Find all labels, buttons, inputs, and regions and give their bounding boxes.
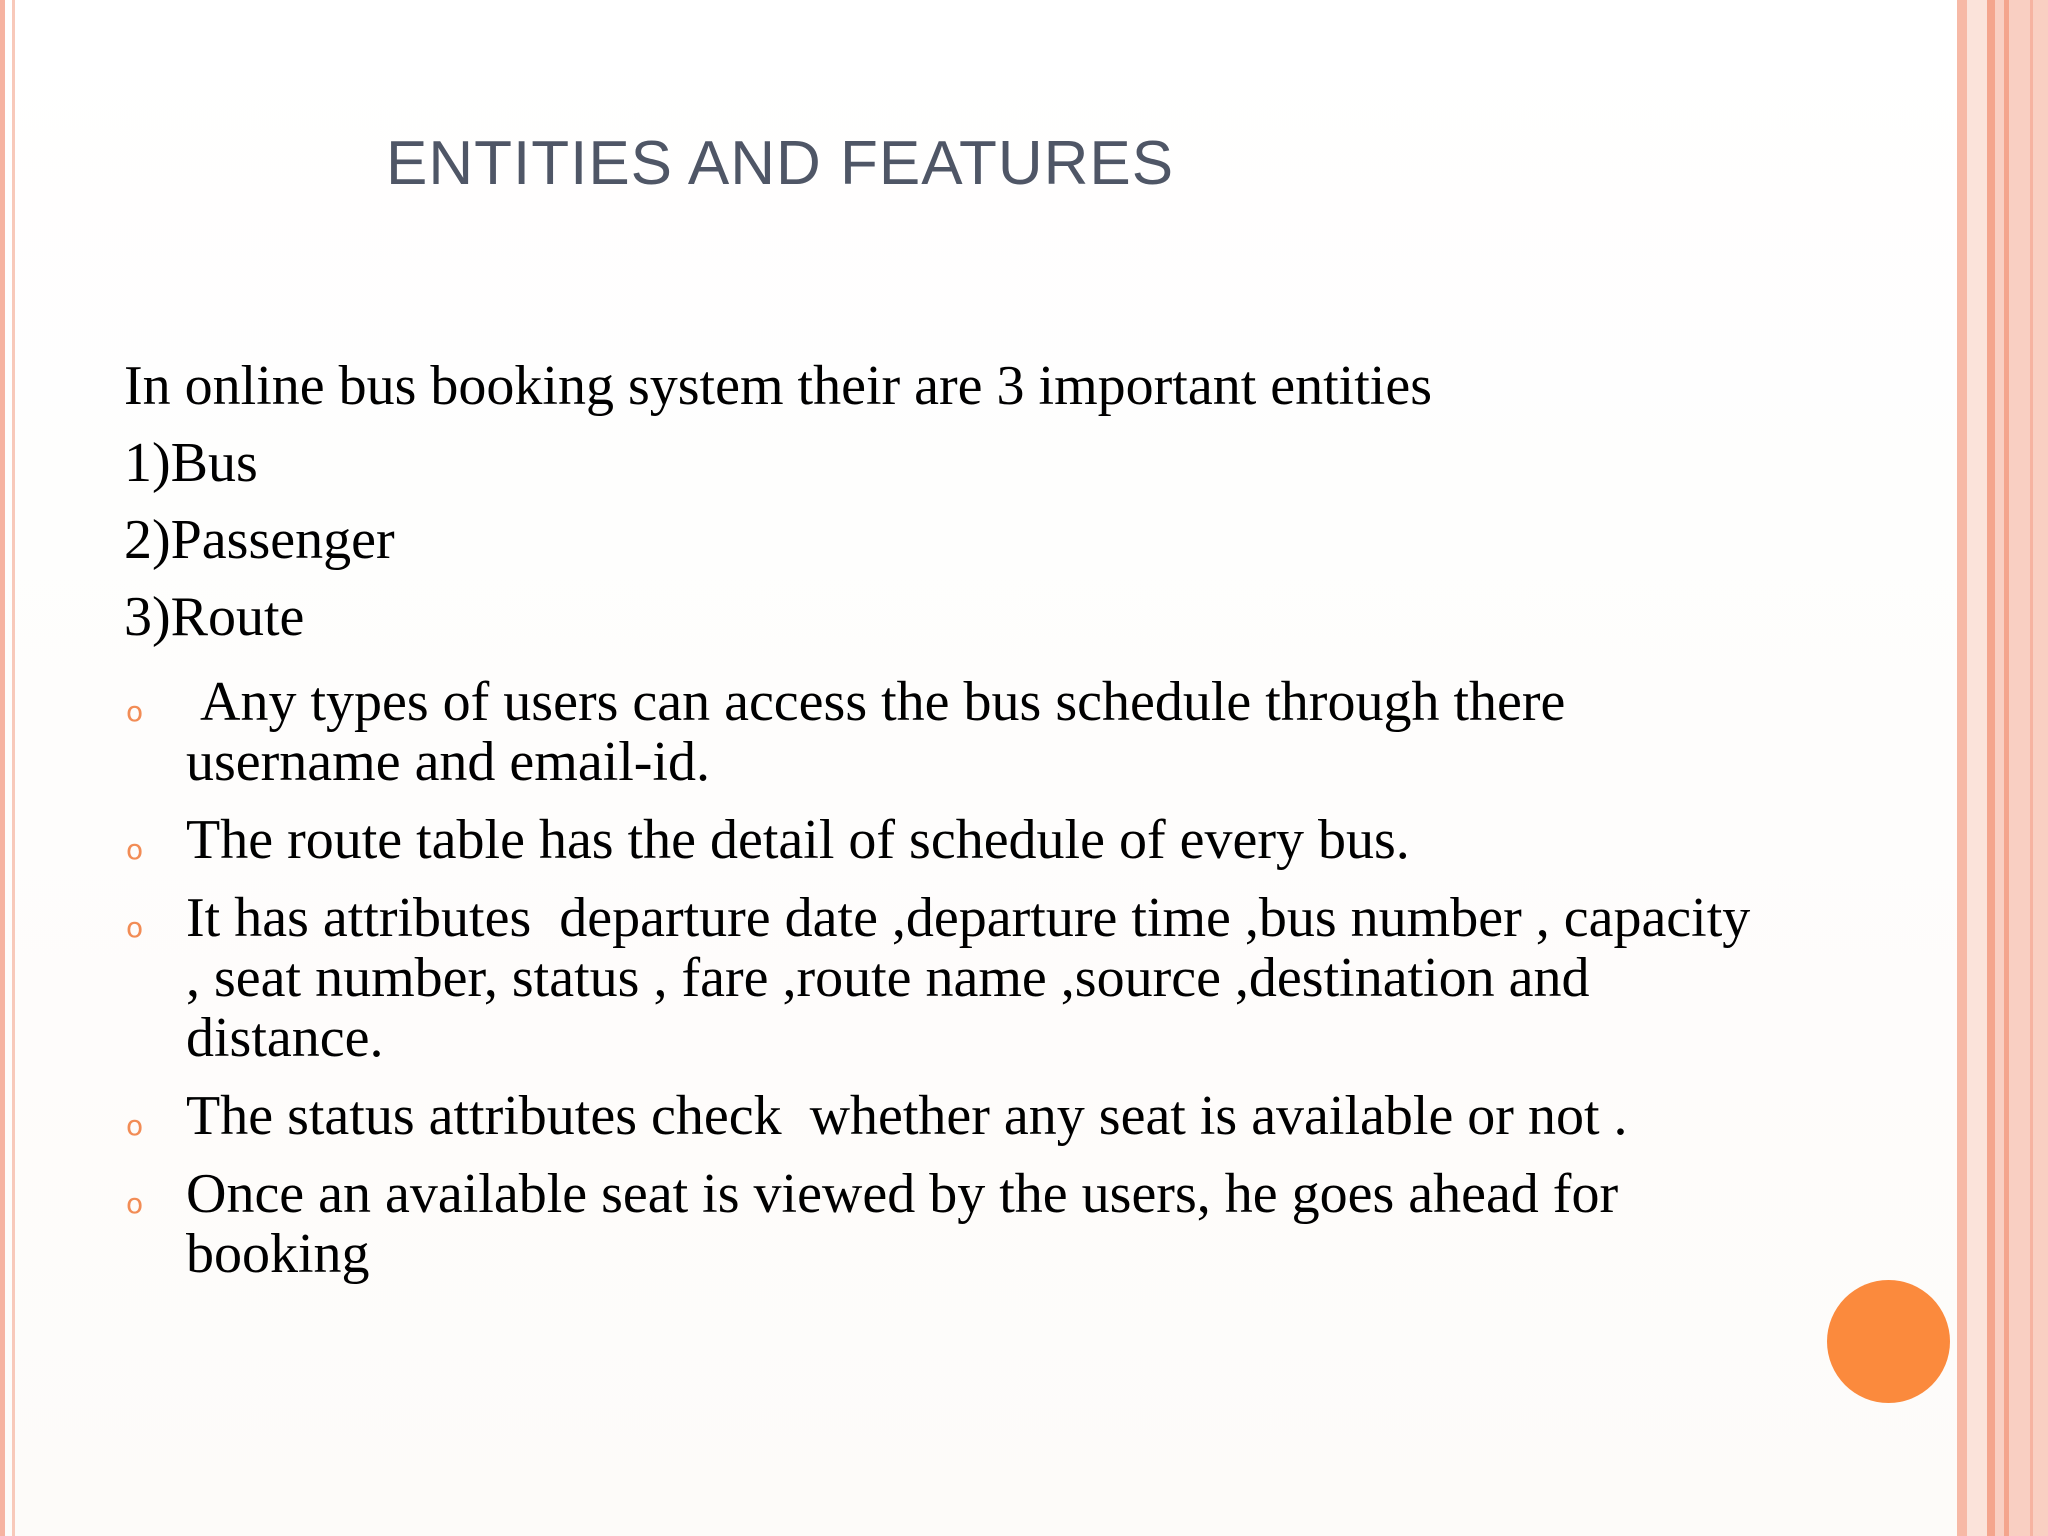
bullet-item [124,1164,1764,1284]
right-border-stripe [2004,0,2009,1536]
right-border-stripe [1987,0,1995,1536]
bullet-circle-icon: o [126,695,144,728]
right-border-stripe [1995,0,2048,1536]
right-border-stripe [1957,0,1967,1536]
intro-text: In online bus booking system their are 3 important entities [124,355,1432,417]
entity-item-route: 3)Route [124,586,305,648]
left-border-stripe [0,0,5,1536]
bullet-circle-icon: o [126,1187,144,1220]
bullet-text: It has attributes departure date ,departure time ,bus number , capacity , seat number, status , fare ,route name ,source ,destination and distance. [186,887,1765,1069]
slide-title: ENTITIES AND FEATURES [386,129,1175,198]
bullet-text: The route table has the detail of schedule of every bus. [186,809,1410,871]
slide-body [124,356,1764,1284]
bullet-text: Any types of users can access the bus schedule through there username and email-id. [186,671,1580,793]
right-border-stripe [1967,0,1987,1536]
bullet-item [124,810,1764,870]
bullet-item [124,888,1764,1068]
decorative-orange-circle [1827,1280,1950,1403]
entity-item-bus: 1)Bus [124,432,258,494]
bullet-text: The status attributes check whether any seat is available or not . [186,1085,1628,1147]
bullet-circle-icon: o [126,911,144,944]
bullet-item [124,1086,1764,1146]
entity-item-passenger: 2)Passenger [124,509,395,571]
bullet-circle-icon: o [126,833,144,866]
bullet-item [124,672,1764,792]
bullet-text: Once an available seat is viewed by the users, he goes ahead for booking [186,1163,1619,1285]
left-border-stripe [12,0,15,1536]
bullet-circle-icon: o [126,1109,144,1142]
right-border-stripe [2030,0,2033,1536]
